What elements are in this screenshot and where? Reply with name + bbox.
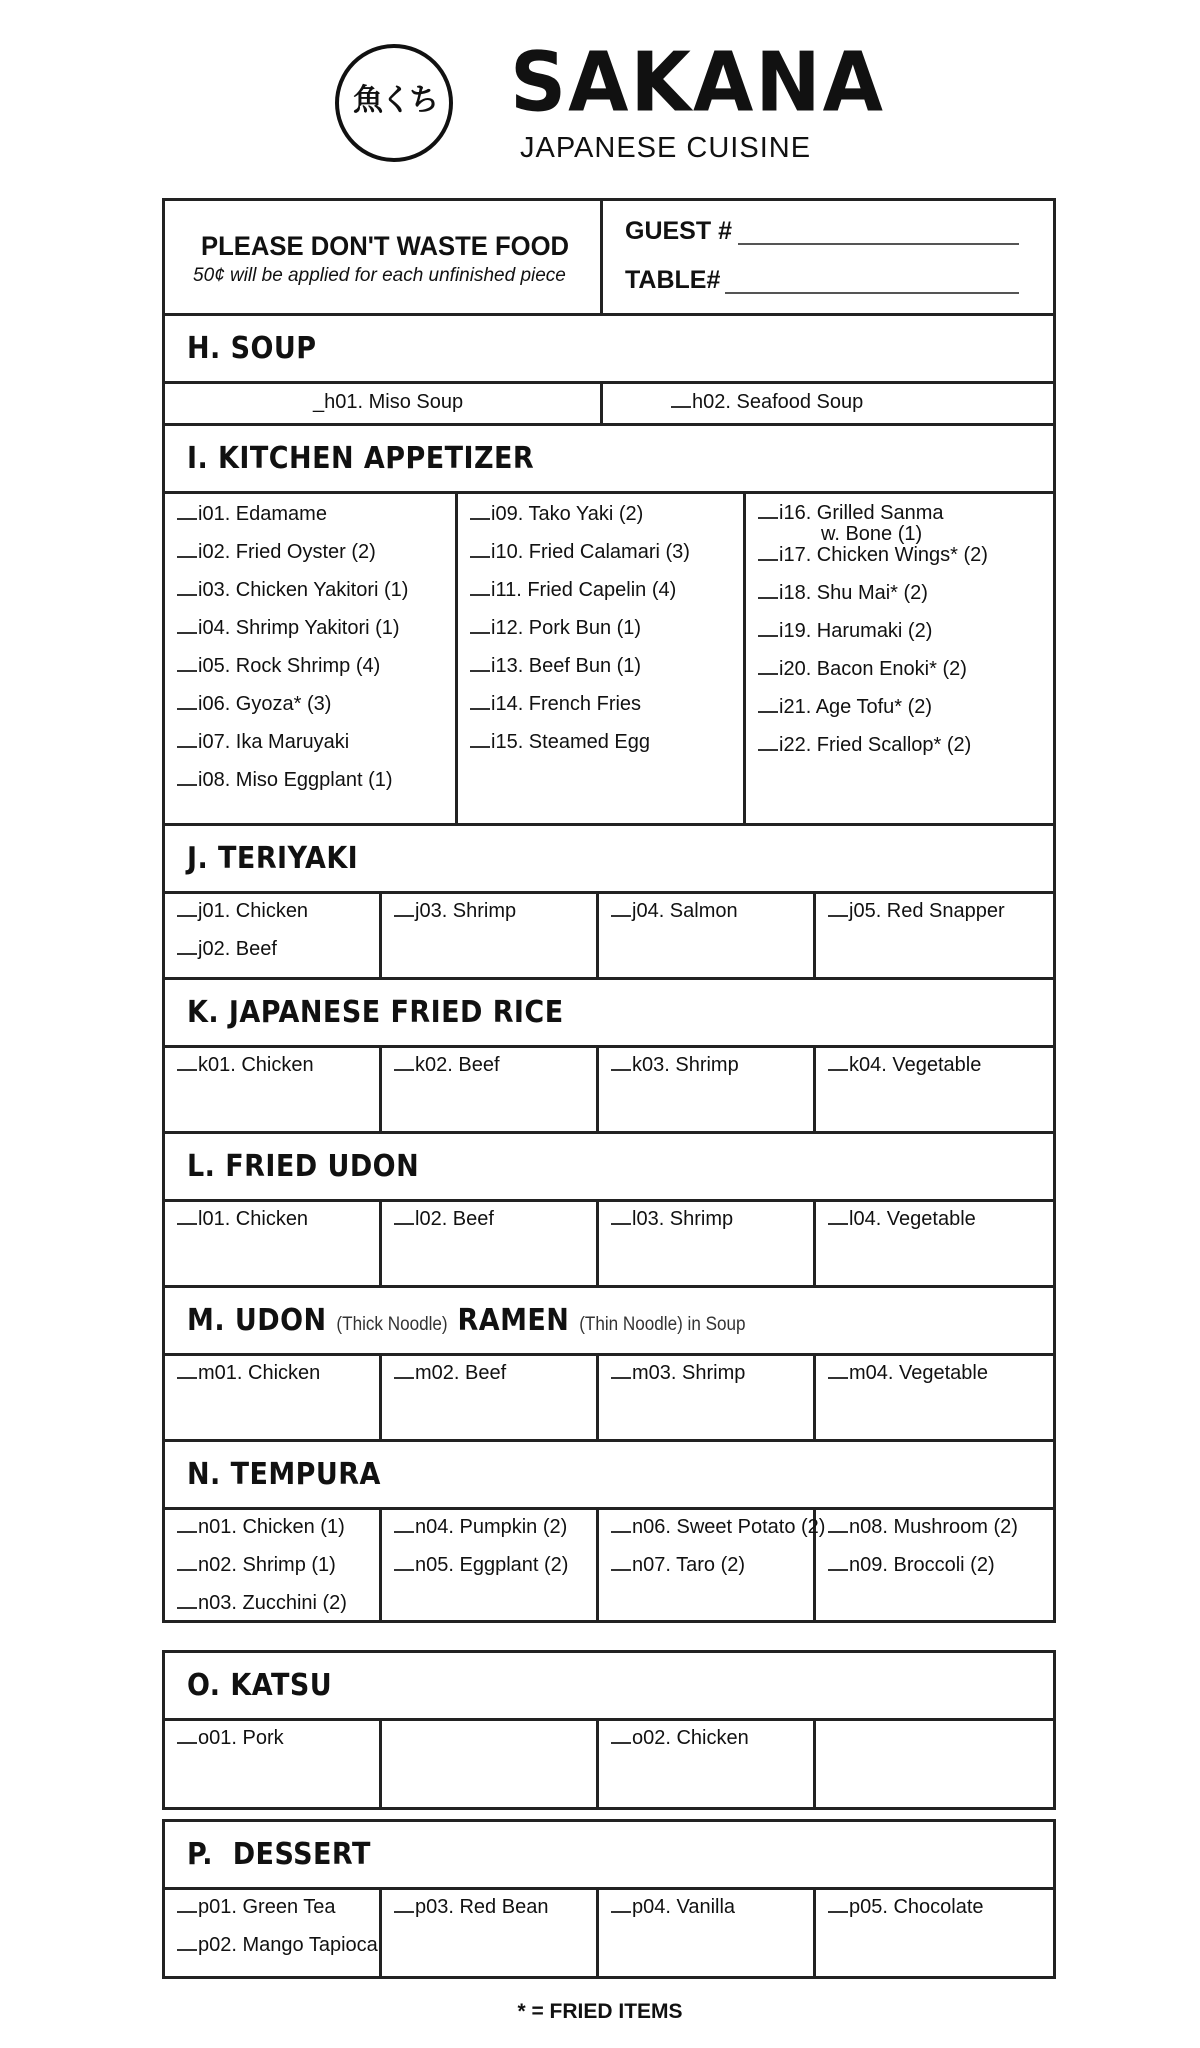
quantity-blank[interactable] <box>758 517 778 519</box>
menu-item[interactable] <box>611 1727 749 1750</box>
menu-cell <box>816 1048 1053 1131</box>
menu-item-label: p01. Green Tea <box>198 1896 336 1918</box>
quantity-blank[interactable] <box>828 1569 848 1571</box>
katsu-items-row <box>165 1721 1053 1807</box>
menu-cell <box>382 1202 599 1285</box>
menu-item-label: i11. Fried Capelin (4) <box>491 579 677 601</box>
quantity-blank[interactable] <box>177 784 197 786</box>
quantity-blank[interactable] <box>177 518 197 520</box>
section-title-udon: M. UDON <box>187 1303 327 1338</box>
menu-item[interactable] <box>177 1054 314 1077</box>
menu-cell <box>599 1356 816 1439</box>
logo-seal-icon <box>335 44 453 162</box>
quantity-blank[interactable] <box>758 597 778 599</box>
quantity-blank[interactable] <box>828 1531 848 1533</box>
guest-label: GUEST # <box>625 217 732 245</box>
menu-item[interactable] <box>394 1516 567 1539</box>
menu-item[interactable] <box>828 900 1005 923</box>
menu-cell <box>816 1721 1053 1807</box>
section-header-katsu <box>165 1653 1053 1721</box>
tempura-items-row <box>165 1510 1053 1620</box>
quantity-blank[interactable] <box>470 556 490 558</box>
quantity-blank[interactable] <box>758 635 778 637</box>
quantity-blank[interactable] <box>611 1069 631 1071</box>
menu-cell <box>382 1890 599 1976</box>
quantity-blank[interactable] <box>828 1223 848 1225</box>
menu-item-label: n04. Pumpkin (2) <box>415 1516 568 1538</box>
menu-cell <box>816 894 1053 977</box>
menu-item-label: l03. Shrimp <box>632 1208 734 1230</box>
section-header-soup <box>165 316 1053 384</box>
waste-notice-subtitle: 50¢ will be applied for each unfinished piece <box>193 265 566 286</box>
quantity-blank[interactable] <box>828 915 848 917</box>
section-header-fried-udon <box>165 1134 1053 1202</box>
menu-item-label: i12. Pork Bun (1) <box>491 617 642 639</box>
menu-item-continuation: w. Bone (1) <box>821 523 923 545</box>
menu-item[interactable] <box>470 693 641 716</box>
quantity-blank[interactable] <box>177 708 197 710</box>
soup-items-row <box>165 384 1053 426</box>
section-title: L. FRIED UDON <box>187 1149 420 1184</box>
menu-item-label: i01. Edamame <box>198 503 327 525</box>
menu-item[interactable] <box>394 1554 568 1577</box>
menu-item[interactable] <box>758 544 988 567</box>
section-title: P. DESSERT <box>187 1837 371 1872</box>
menu-item[interactable] <box>758 582 928 605</box>
menu-item[interactable] <box>758 620 932 643</box>
quantity-blank[interactable] <box>177 1607 197 1609</box>
fried-items-legend: * = FRIED ITEMS <box>517 2000 683 2023</box>
section-header-dessert <box>165 1822 1053 1890</box>
menu-item[interactable] <box>177 655 380 678</box>
udon-ramen-items-row <box>165 1356 1053 1442</box>
section-title: K. JAPANESE FRIED RICE <box>187 995 564 1030</box>
menu-item[interactable] <box>828 1362 988 1385</box>
menu-item[interactable] <box>758 658 967 681</box>
section-title: J. TERIYAKI <box>187 841 359 876</box>
menu-item-label: i06. Gyoza* (3) <box>198 693 332 715</box>
menu-item-label: i18. Shu Mai* (2) <box>779 582 928 604</box>
menu-item-label: j02. Beef <box>198 938 277 960</box>
menu-item-label: _h01. Miso Soup <box>313 391 464 413</box>
quantity-blank[interactable] <box>177 746 197 748</box>
quantity-blank[interactable] <box>611 1569 631 1571</box>
menu-cell <box>746 494 1053 823</box>
quantity-blank[interactable] <box>611 1531 631 1533</box>
quantity-blank[interactable] <box>671 406 691 408</box>
menu-cell <box>599 1048 816 1131</box>
quantity-blank[interactable] <box>611 1377 631 1379</box>
menu-item[interactable] <box>177 1554 336 1577</box>
quantity-blank[interactable] <box>177 1742 197 1744</box>
order-form <box>162 198 1056 1623</box>
menu-item-label: m03. Shrimp <box>632 1362 746 1384</box>
menu-item[interactable] <box>394 1208 494 1231</box>
menu-item-label: l01. Chicken <box>198 1208 309 1230</box>
quantity-blank[interactable] <box>177 1069 197 1071</box>
menu-item[interactable] <box>470 503 643 526</box>
menu-item[interactable] <box>611 1362 745 1385</box>
logo-name: SAKANA <box>510 35 885 131</box>
menu-item-label: i02. Fried Oyster (2) <box>198 541 376 563</box>
menu-item-label: j05. Red Snapper <box>849 900 1005 922</box>
quantity-blank[interactable] <box>758 711 778 713</box>
quantity-blank[interactable] <box>394 1911 414 1913</box>
quantity-blank[interactable] <box>470 594 490 596</box>
menu-item[interactable] <box>177 769 393 792</box>
quantity-blank[interactable] <box>177 1569 197 1571</box>
menu-item-label: i20. Bacon Enoki* (2) <box>779 658 967 680</box>
menu-cell <box>382 1356 599 1439</box>
menu-item-label: l02. Beef <box>415 1208 494 1230</box>
menu-item[interactable] <box>177 617 400 640</box>
menu-cell <box>165 384 603 423</box>
menu-item[interactable] <box>394 1896 548 1919</box>
menu-item-label: j01. Chicken <box>198 900 309 922</box>
menu-item[interactable] <box>177 1592 347 1615</box>
menu-cell <box>816 1356 1053 1439</box>
menu-cell <box>816 1202 1053 1285</box>
menu-item-label: j03. Shrimp <box>415 900 517 922</box>
menu-item-label: i19. Harumaki (2) <box>779 620 933 642</box>
section-title <box>187 1303 746 1338</box>
quantity-blank[interactable] <box>394 1531 414 1533</box>
dessert-form-block <box>162 1819 1056 1979</box>
quantity-blank[interactable] <box>177 953 197 955</box>
menu-item[interactable] <box>828 1516 1018 1539</box>
menu-item[interactable] <box>177 731 349 754</box>
menu-item[interactable] <box>177 693 331 716</box>
quantity-blank[interactable] <box>828 1069 848 1071</box>
menu-item[interactable] <box>177 503 327 526</box>
quantity-blank[interactable] <box>177 1949 197 1951</box>
menu-item-label: p04. Vanilla <box>632 1896 736 1918</box>
quantity-blank[interactable] <box>470 670 490 672</box>
section-title: I. KITCHEN APPETIZER <box>187 441 535 476</box>
appetizer-items-row <box>165 494 1053 826</box>
menu-item[interactable] <box>177 579 408 602</box>
menu-cell <box>382 1721 599 1807</box>
menu-item[interactable] <box>177 1516 345 1539</box>
menu-item-label: i14. French Fries <box>491 693 642 715</box>
quantity-blank[interactable] <box>177 594 197 596</box>
section-header-udon-ramen <box>165 1288 1053 1356</box>
section-subtitle-udon: (Thick Noodle) <box>336 1314 448 1335</box>
quantity-blank[interactable] <box>470 746 490 748</box>
guest-table-fields <box>603 201 1053 313</box>
section-title: N. TEMPURA <box>187 1457 381 1492</box>
menu-item[interactable] <box>758 502 944 525</box>
quantity-blank[interactable] <box>611 1742 631 1744</box>
section-header-tempura <box>165 1442 1053 1510</box>
menu-item[interactable] <box>177 1362 320 1385</box>
quantity-blank[interactable] <box>177 556 197 558</box>
menu-item-label: n02. Shrimp (1) <box>198 1554 336 1576</box>
menu-item-label: k04. Vegetable <box>849 1054 982 1076</box>
menu-cell <box>165 1721 382 1807</box>
logo-subtitle: JAPANESE CUISINE <box>520 132 812 164</box>
quantity-blank[interactable] <box>828 1911 848 1913</box>
menu-item-label: p03. Red Bean <box>415 1896 549 1918</box>
menu-cell <box>165 1356 382 1439</box>
table-number-field[interactable] <box>725 292 1019 294</box>
quantity-blank[interactable] <box>828 1377 848 1379</box>
menu-item-label: o02. Chicken <box>632 1727 749 1749</box>
menu-cell <box>165 494 458 823</box>
menu-cell <box>599 894 816 977</box>
menu-item-label: k03. Shrimp <box>632 1054 739 1076</box>
menu-cell <box>816 1890 1053 1976</box>
menu-item[interactable] <box>611 1054 739 1077</box>
menu-item[interactable] <box>177 1934 378 1957</box>
menu-cell <box>165 1048 382 1131</box>
quantity-blank[interactable] <box>394 1069 414 1071</box>
quantity-blank[interactable] <box>177 1531 197 1533</box>
menu-item-label: m02. Beef <box>415 1362 507 1384</box>
quantity-blank[interactable] <box>177 915 197 917</box>
menu-item-label: j04. Salmon <box>632 900 738 922</box>
menu-item-label: i13. Beef Bun (1) <box>491 655 642 677</box>
menu-item-label: i07. Ika Maruyaki <box>198 731 350 753</box>
menu-item[interactable] <box>177 938 277 961</box>
menu-item-label: i05. Rock Shrimp (4) <box>198 655 381 677</box>
quantity-blank[interactable] <box>470 518 490 520</box>
section-title: O. KATSU <box>187 1668 333 1703</box>
menu-item[interactable] <box>470 579 676 602</box>
menu-item[interactable] <box>611 1554 745 1577</box>
menu-item[interactable] <box>177 900 308 923</box>
menu-item-label: n05. Eggplant (2) <box>415 1554 569 1576</box>
dessert-items-row <box>165 1890 1053 1976</box>
katsu-form-block <box>162 1650 1056 1810</box>
teriyaki-items-row <box>165 894 1053 980</box>
quantity-blank[interactable] <box>177 1223 197 1225</box>
menu-item[interactable] <box>611 1516 825 1539</box>
menu-item[interactable] <box>313 391 463 414</box>
menu-cell <box>603 384 1053 423</box>
menu-item-label: i10. Fried Calamari (3) <box>491 541 690 563</box>
menu-item-label: i16. Grilled Sanma <box>779 502 944 524</box>
section-subtitle-ramen: (Thin Noodle) in Soup <box>579 1314 746 1335</box>
menu-item-label: i08. Miso Eggplant (1) <box>198 769 393 791</box>
menu-cell <box>599 1721 816 1807</box>
menu-cell <box>816 1510 1053 1620</box>
menu-cell <box>382 894 599 977</box>
section-header-appetizer <box>165 426 1053 494</box>
menu-item-label: n08. Mushroom (2) <box>849 1516 1018 1538</box>
menu-item-label: i15. Steamed Egg <box>491 731 650 753</box>
menu-item[interactable] <box>177 1727 284 1750</box>
menu-cell <box>599 1202 816 1285</box>
menu-item[interactable] <box>177 1208 308 1231</box>
menu-item[interactable] <box>611 1896 735 1919</box>
menu-item-label: k01. Chicken <box>198 1054 314 1076</box>
logo-seal-kanji: 魚くち <box>353 83 437 118</box>
menu-item-label: i21. Age Tofu* (2) <box>779 696 933 718</box>
menu-cell <box>599 1510 826 1620</box>
menu-cell <box>165 1510 382 1620</box>
section-title: H. SOUP <box>187 331 317 366</box>
menu-item[interactable] <box>470 731 650 754</box>
quantity-blank[interactable] <box>611 1223 631 1225</box>
menu-item-label: n09. Broccoli (2) <box>849 1554 995 1576</box>
menu-cell <box>599 1890 816 1976</box>
menu-item[interactable] <box>828 1554 995 1577</box>
menu-item[interactable] <box>611 900 738 923</box>
menu-item-label: m04. Vegetable <box>849 1362 988 1384</box>
menu-item[interactable] <box>177 1896 336 1919</box>
menu-cell <box>165 894 382 977</box>
quantity-blank[interactable] <box>394 1223 414 1225</box>
menu-item-label: n03. Zucchini (2) <box>198 1592 347 1614</box>
menu-item[interactable] <box>394 1362 506 1385</box>
menu-item[interactable] <box>828 1208 976 1231</box>
menu-item-label: l04. Vegetable <box>849 1208 976 1230</box>
waste-notice <box>165 201 603 313</box>
menu-item[interactable] <box>758 696 932 719</box>
quantity-blank[interactable] <box>758 559 778 561</box>
menu-item-label: h02. Seafood Soup <box>692 391 864 413</box>
menu-item[interactable] <box>470 617 641 640</box>
fried-rice-items-row <box>165 1048 1053 1134</box>
quantity-blank[interactable] <box>611 915 631 917</box>
restaurant-logo <box>335 35 885 172</box>
quantity-blank[interactable] <box>177 632 197 634</box>
menu-item[interactable] <box>828 1896 984 1919</box>
menu-item[interactable] <box>671 391 863 414</box>
menu-item-label: k02. Beef <box>415 1054 500 1076</box>
section-header-teriyaki <box>165 826 1053 894</box>
guest-number-field[interactable] <box>738 243 1019 245</box>
quantity-blank[interactable] <box>611 1911 631 1913</box>
menu-item-label: i17. Chicken Wings* (2) <box>779 544 988 566</box>
menu-item[interactable] <box>177 541 376 564</box>
quantity-blank[interactable] <box>394 915 414 917</box>
menu-item-label: n07. Taro (2) <box>632 1554 746 1576</box>
fried-udon-items-row <box>165 1202 1053 1288</box>
menu-item[interactable] <box>828 1054 981 1077</box>
quantity-blank[interactable] <box>470 632 490 634</box>
menu-item-label: n01. Chicken (1) <box>198 1516 345 1538</box>
menu-item[interactable] <box>611 1208 733 1231</box>
quantity-blank[interactable] <box>177 1911 197 1913</box>
quantity-blank[interactable] <box>394 1569 414 1571</box>
menu-item[interactable] <box>394 900 516 923</box>
menu-item-label: m01. Chicken <box>198 1362 321 1384</box>
menu-cell <box>382 1048 599 1131</box>
table-label: TABLE# <box>625 266 721 294</box>
menu-item-label: n06. Sweet Potato (2) <box>632 1516 826 1538</box>
menu-cell <box>165 1890 382 1976</box>
section-title-ramen: RAMEN <box>457 1303 570 1338</box>
menu-cell <box>165 1202 382 1285</box>
menu-item-label: p02. Mango Tapioca <box>198 1934 378 1956</box>
menu-cell <box>458 494 746 823</box>
section-header-fried-rice <box>165 980 1053 1048</box>
menu-item-label: i03. Chicken Yakitori (1) <box>198 579 409 601</box>
menu-item-label: i22. Fried Scallop* (2) <box>779 734 972 756</box>
menu-item-label: p05. Chocolate <box>849 1896 984 1918</box>
menu-item[interactable] <box>470 655 641 678</box>
quantity-blank[interactable] <box>394 1377 414 1379</box>
menu-cell <box>382 1510 599 1620</box>
form-header-row <box>165 201 1053 316</box>
waste-notice-title: PLEASE DON'T WASTE FOOD <box>201 231 570 261</box>
quantity-blank[interactable] <box>758 673 778 675</box>
menu-item-label: o01. Pork <box>198 1727 284 1749</box>
menu-item[interactable] <box>758 734 971 757</box>
menu-item-label: i09. Tako Yaki (2) <box>491 503 644 525</box>
quantity-blank[interactable] <box>177 1377 197 1379</box>
quantity-blank[interactable] <box>758 749 778 751</box>
menu-item[interactable] <box>470 541 690 564</box>
menu-item-label: i04. Shrimp Yakitori (1) <box>198 617 400 639</box>
quantity-blank[interactable] <box>470 708 490 710</box>
menu-item[interactable] <box>394 1054 500 1077</box>
quantity-blank[interactable] <box>177 670 197 672</box>
